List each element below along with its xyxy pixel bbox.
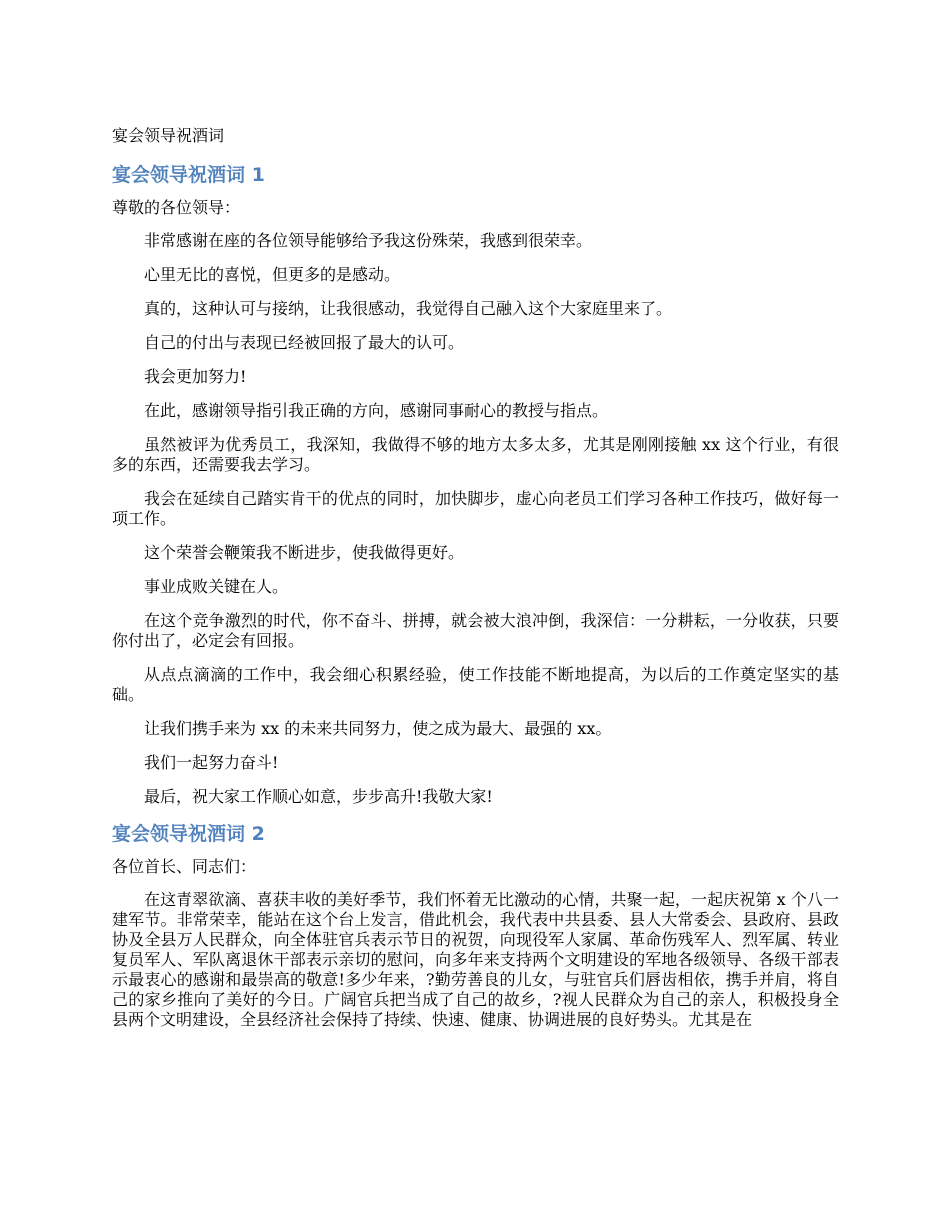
paragraph: 从点点滴滴的工作中，我会细心积累经验，使工作技能不断地提高，为以后的工作奠定坚实的基础。 — [112, 665, 839, 704]
section-heading: 宴会领导祝酒词 2 — [112, 823, 265, 845]
document-page — [112, 124, 839, 1030]
paragraph: 我们一起努力奋斗! — [144, 753, 279, 772]
paragraph: 虽然被评为优秀员工，我深知，我做得不够的地方太多太多，尤其是刚刚接触 xx 这个行业，有很多的东西，还需要我去学习。 — [112, 435, 839, 474]
paragraph: 在这个竞争激烈的时代，你不奋斗、拼搏，就会被大浪冲倒，我深信：一分耕耘，一分收获，只要你付出了，必定会有回报。 — [112, 611, 839, 650]
paragraph: 让我们携手来为 xx 的未来共同努力，使之成为最大、最强的 xx。 — [144, 719, 612, 738]
paragraph: 我会在延续自己踏实肯干的优点的同时，加快脚步，虚心向老员工们学习各种工作技巧，做好每一项工作。 — [112, 489, 839, 528]
paragraph: 真的，这种认可与接纳，让我很感动，我觉得自己融入这个大家庭里来了。 — [144, 299, 673, 318]
document-title: 宴会领导祝酒词 — [112, 126, 225, 145]
paragraph: 在此，感谢领导指引我正确的方向，感谢同事耐心的教授与指点。 — [144, 401, 609, 420]
paragraph: 心里无比的喜悦，但更多的是感动。 — [144, 265, 401, 284]
paragraph: 这个荣誉会鞭策我不断进步，使我做得更好。 — [144, 543, 465, 562]
section-2 — [112, 821, 839, 1030]
section-1 — [112, 162, 839, 807]
salutation: 尊敬的各位领导： — [112, 198, 241, 217]
paragraph: 最后，祝大家工作顺心如意，步步高升!我敬大家! — [144, 787, 493, 806]
paragraph: 事业成败关键在人。 — [144, 577, 289, 596]
salutation: 各位首长、同志们： — [112, 857, 257, 876]
paragraph: 在这青翠欲滴、喜获丰收的美好季节，我们怀着无比激动的心情，共聚一起，一起庆祝第 x 个八一建军节。非常荣幸，能站在这个台上发言，借此机会，我代表中共县委、县人大常委会、县政府、县政协及全县万人民群众，向全体驻官兵表示节日的祝贺，向现役军人家属、革命伤残军人、烈军属、转业复员军人、军队离退休干部表示亲切的慰问，向多年来支持两个文明建设的军地各级领导、各级干部表示最衷心的感谢和最崇高的敬意!多少年来，?勤劳善良的儿女，与驻官兵们唇齿相依，携手并肩，将自己的家乡推向了美好的今日。广阔官兵把当成了自己的故乡，?视人民群众为自己的亲人，积极投身全县两个文明建设，全县经济社会保持了持续、快速、健康、协调进展的良好势头。尤其是在 — [112, 890, 839, 1029]
section-heading: 宴会领导祝酒词 1 — [112, 164, 265, 186]
paragraph: 非常感谢在座的各位领导能够给予我这份殊荣，我感到很荣幸。 — [144, 231, 593, 250]
paragraph: 自己的付出与表现已经被回报了最大的认可。 — [144, 333, 465, 352]
paragraph: 我会更加努力! — [144, 367, 247, 386]
